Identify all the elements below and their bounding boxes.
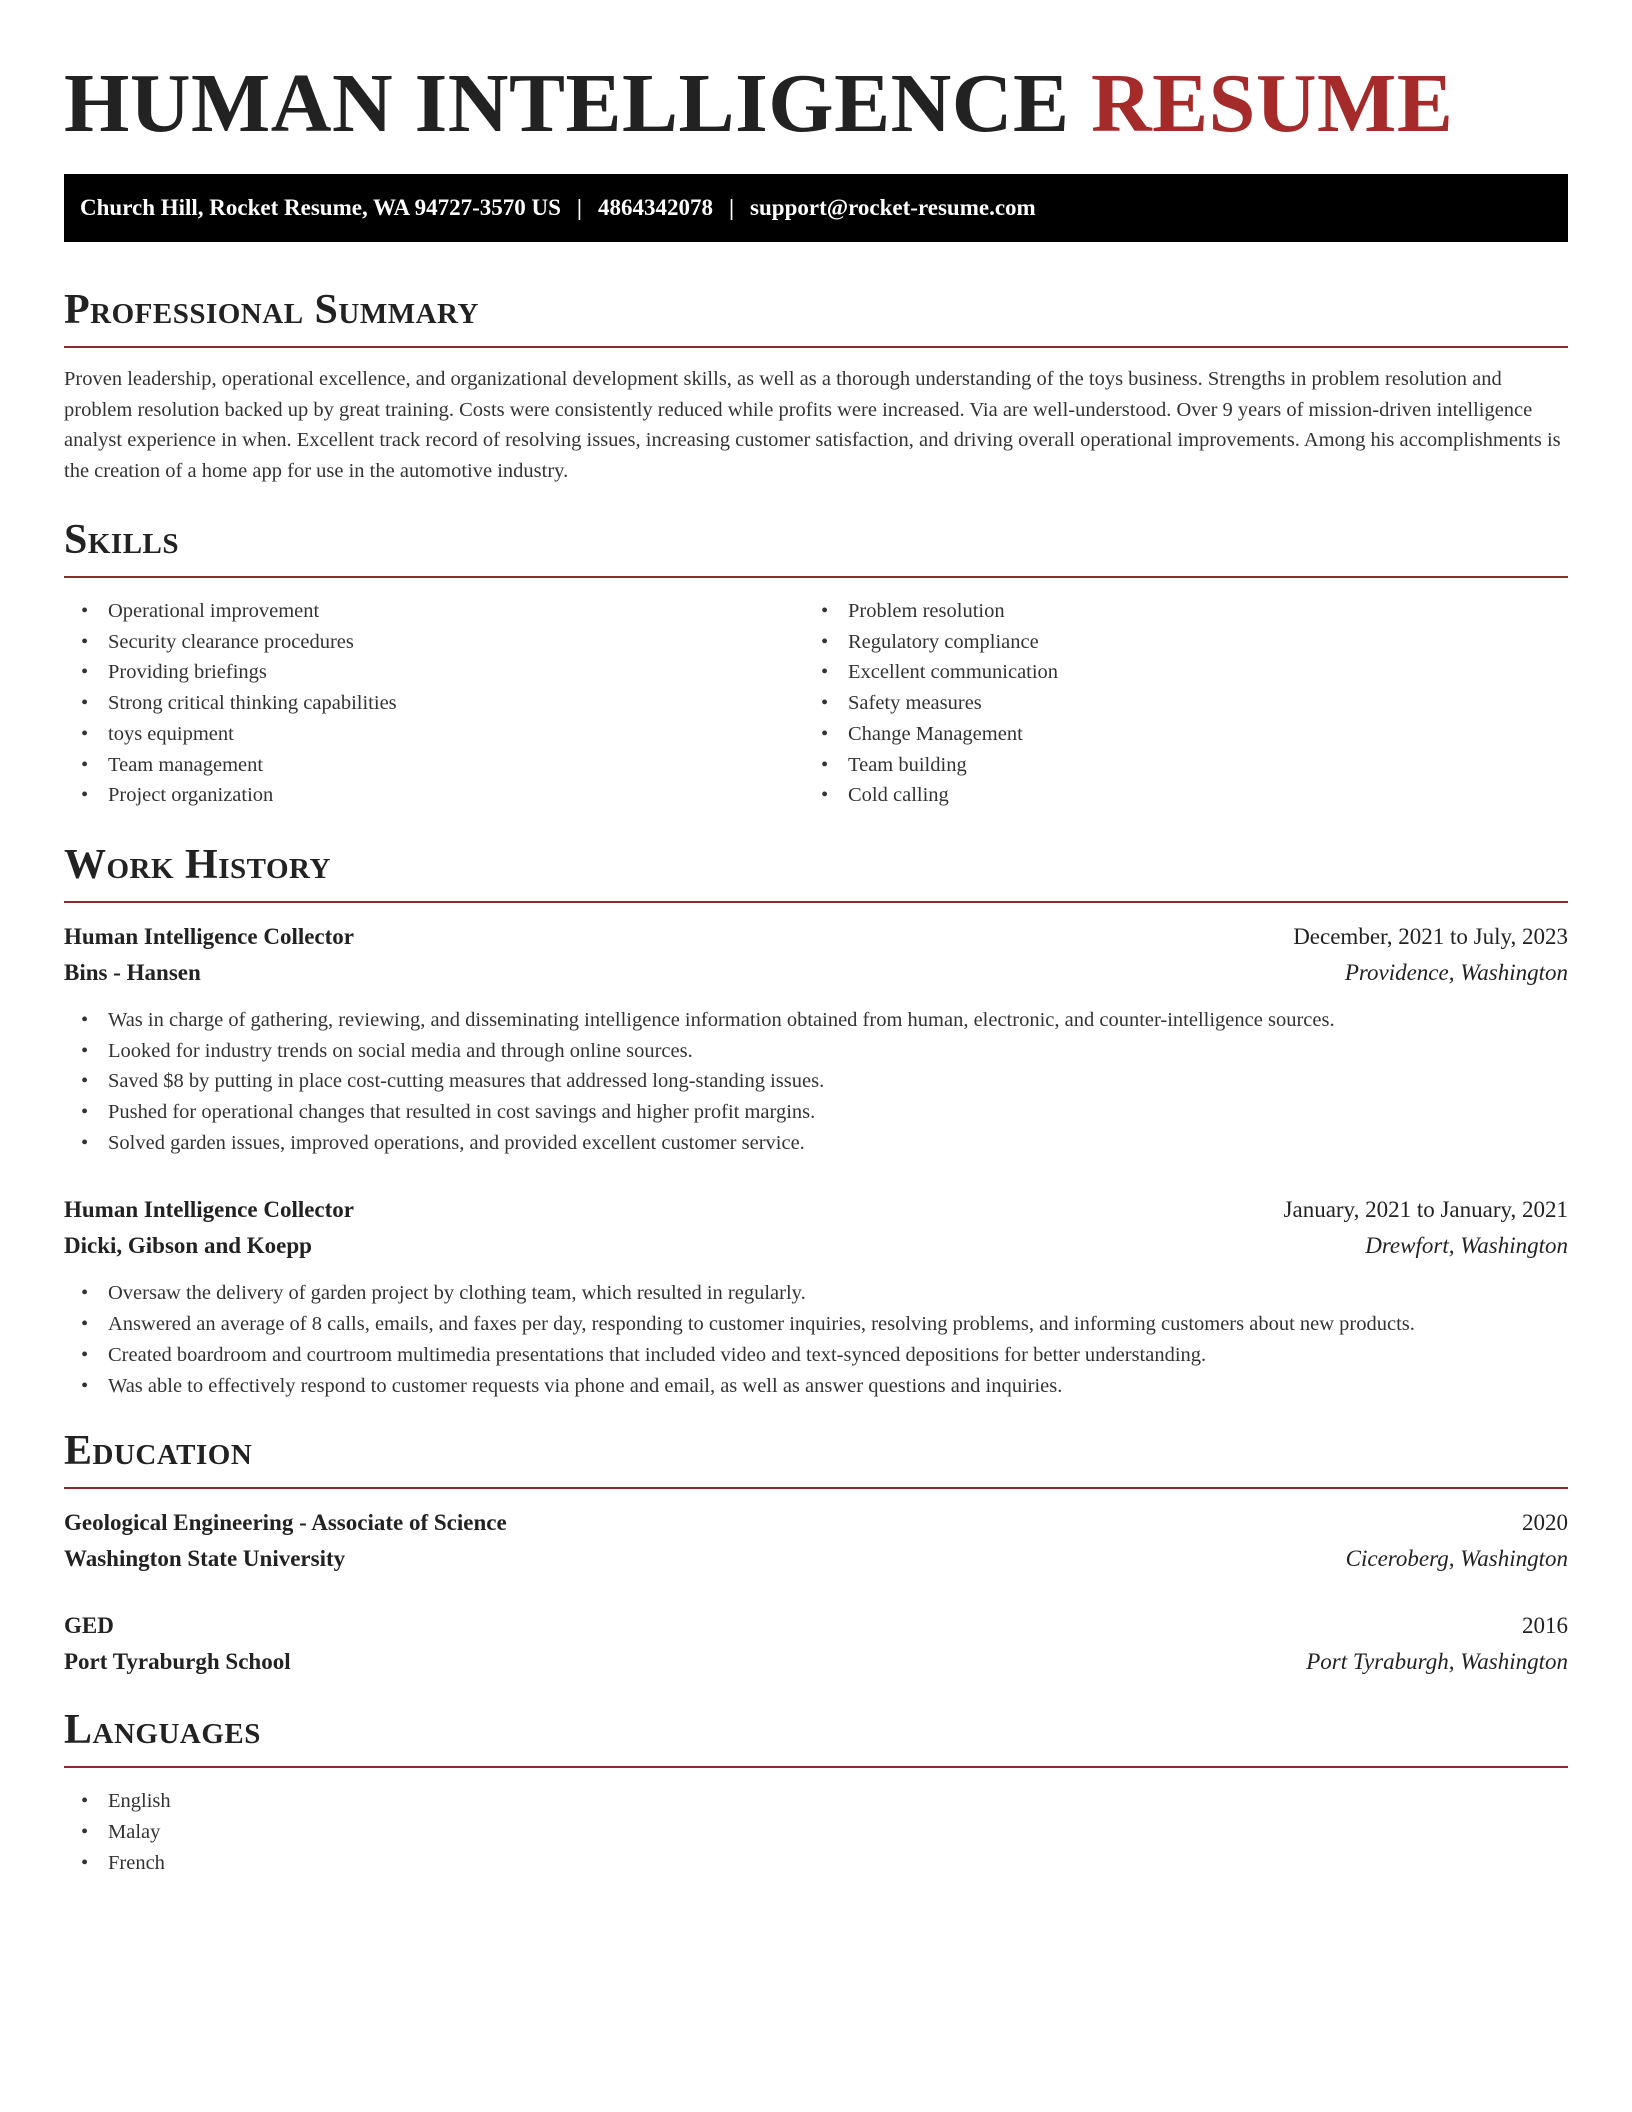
- job-duty: • Pushed for operational changes that resulted in cost savings and higher profit margins.: [64, 1097, 1568, 1128]
- education-location: Port Tyraburgh, Washington: [1306, 1649, 1568, 1675]
- education-entry: [64, 1505, 1568, 1577]
- education-degree-row: [64, 1608, 1568, 1644]
- job-title: Human Intelligence Collector: [64, 1197, 355, 1223]
- education-school: Washington State University: [64, 1546, 346, 1572]
- job-company: Bins - Hansen: [64, 959, 201, 985]
- summary-section: [64, 286, 1568, 486]
- skills-list-left: [64, 596, 804, 811]
- job-dates: January, 2021 to January, 2021: [1283, 1197, 1568, 1223]
- job-entry: [64, 919, 1568, 1159]
- resume-title-main: HUMAN INTELLIGENCE: [64, 57, 1070, 150]
- education-school-row: [64, 1541, 1568, 1577]
- resume-title: [64, 56, 1568, 152]
- resume-title-accent: RESUME: [1090, 57, 1454, 150]
- skill-item: • Strong critical thinking capabilities: [64, 688, 804, 719]
- education-year: 2020: [1522, 1510, 1568, 1536]
- job-duties: [64, 1005, 1568, 1159]
- job-duty: • Answered an average of 8 calls, emails, and faxes per day, responding to customer inquiries, resolving problems, and informing customers about new products.: [64, 1309, 1568, 1340]
- section-title-summary: Professional Summary: [64, 287, 479, 333]
- skill-item: • Cold calling: [804, 780, 1544, 811]
- job-company-row: [64, 1228, 1568, 1264]
- education-year: 2016: [1522, 1613, 1568, 1639]
- section-divider: [64, 346, 1568, 348]
- job-location: Providence, Washington: [1344, 959, 1568, 985]
- education-degree-row: [64, 1505, 1568, 1541]
- section-title-languages: Languages: [64, 1707, 261, 1754]
- job-duty: • Was in charge of gathering, reviewing, and disseminating intelligence information obtained from human, electronic, and counter-intelligence sources.: [64, 1005, 1568, 1036]
- contact-phone: 4864342078: [597, 195, 713, 220]
- job-duty: • Solved garden issues, improved operations, and provided excellent customer service.: [64, 1128, 1568, 1159]
- education-location: Ciceroberg, Washington: [1345, 1546, 1568, 1572]
- languages-section: [64, 1706, 1568, 1878]
- job-duty: • Looked for industry trends on social media and through online sources.: [64, 1036, 1568, 1067]
- section-divider: [64, 1766, 1568, 1768]
- education-school-row: [64, 1644, 1568, 1680]
- job-entry: [64, 1192, 1568, 1401]
- skill-item: • Project organization: [64, 780, 804, 811]
- contact-address: Church Hill, Rocket Resume, WA 94727-3570 US: [80, 195, 561, 220]
- contact-bar: [64, 174, 1568, 242]
- skill-item: • Operational improvement: [64, 596, 804, 627]
- job-company: Dicki, Gibson and Koepp: [64, 1233, 312, 1259]
- contact-separator: |: [728, 195, 735, 220]
- skill-item: • Problem resolution: [804, 596, 1544, 627]
- summary-text: Proven leadership, operational excellence, and organizational development skills, as well as a thorough understanding of the toys business. Strengths in problem resolution and problem resolution backed up by great training. Costs were consistently reduced while profits were increased. Via are well-understood. Over 9 years of mission-driven intelligence analyst experience in when. Excellent track record of resolving issues, increasing customer satisfaction, and driving overall operational improvements. Among his accomplishments is the creation of a home app for use in the automotive industry.: [64, 368, 1561, 482]
- job-duty: • Created boardroom and courtroom multimedia presentations that included video and text-synced depositions for better understanding.: [64, 1340, 1568, 1371]
- skill-item: • Team management: [64, 750, 804, 781]
- contact-separator: |: [576, 195, 582, 220]
- job-duty: • Oversaw the delivery of garden project by clothing team, which resulted in regularly.: [64, 1278, 1568, 1309]
- section-title-skills: Skills: [64, 517, 180, 563]
- skill-item: • Regulatory compliance: [804, 627, 1544, 658]
- skill-item: • Change Management: [804, 719, 1544, 750]
- education-degree: Geological Engineering - Associate of Science: [64, 1510, 507, 1536]
- job-company-row: [64, 955, 1568, 991]
- skill-item: • Team building: [804, 750, 1544, 781]
- skill-item: • toys equipment: [64, 719, 804, 750]
- education-school: Port Tyraburgh School: [64, 1649, 291, 1675]
- section-divider: [64, 1487, 1568, 1489]
- job-header-row: [64, 1192, 1568, 1228]
- contact-email: support@rocket-resume.com: [750, 195, 1036, 220]
- language-item: • French: [64, 1848, 1568, 1879]
- job-duty: • Was able to effectively respond to customer requests via phone and email, as well as answer questions and inquiries.: [64, 1371, 1568, 1402]
- language-item: • Malay: [64, 1817, 1568, 1848]
- job-duties: [64, 1278, 1568, 1401]
- languages-list: [64, 1786, 1568, 1878]
- skill-item: • Safety measures: [804, 688, 1544, 719]
- education-entry: [64, 1608, 1568, 1680]
- skills-list-right: [804, 596, 1544, 811]
- skill-item: • Providing briefings: [64, 657, 804, 688]
- job-duty: • Saved $8 by putting in place cost-cutting measures that addressed long-standing issues.: [64, 1066, 1568, 1097]
- section-title-education: Education: [64, 1428, 253, 1475]
- skill-item: • Security clearance procedures: [64, 627, 804, 658]
- job-title: Human Intelligence Collector: [64, 923, 355, 949]
- job-location: Drewfort, Washington: [1365, 1233, 1568, 1259]
- section-divider: [64, 576, 1568, 578]
- skill-item: • Excellent communication: [804, 657, 1544, 688]
- job-header-row: [64, 919, 1568, 955]
- education-degree: GED: [64, 1613, 114, 1639]
- education-section: [64, 1427, 1568, 1680]
- section-title-work-history: Work History: [64, 841, 331, 888]
- section-divider: [64, 901, 1568, 903]
- skills-section: [64, 516, 1568, 811]
- language-item: • English: [64, 1786, 1568, 1817]
- skills-grid: [64, 596, 1568, 811]
- job-dates: December, 2021 to July, 2023: [1293, 923, 1568, 949]
- work-history-section: [64, 841, 1568, 1401]
